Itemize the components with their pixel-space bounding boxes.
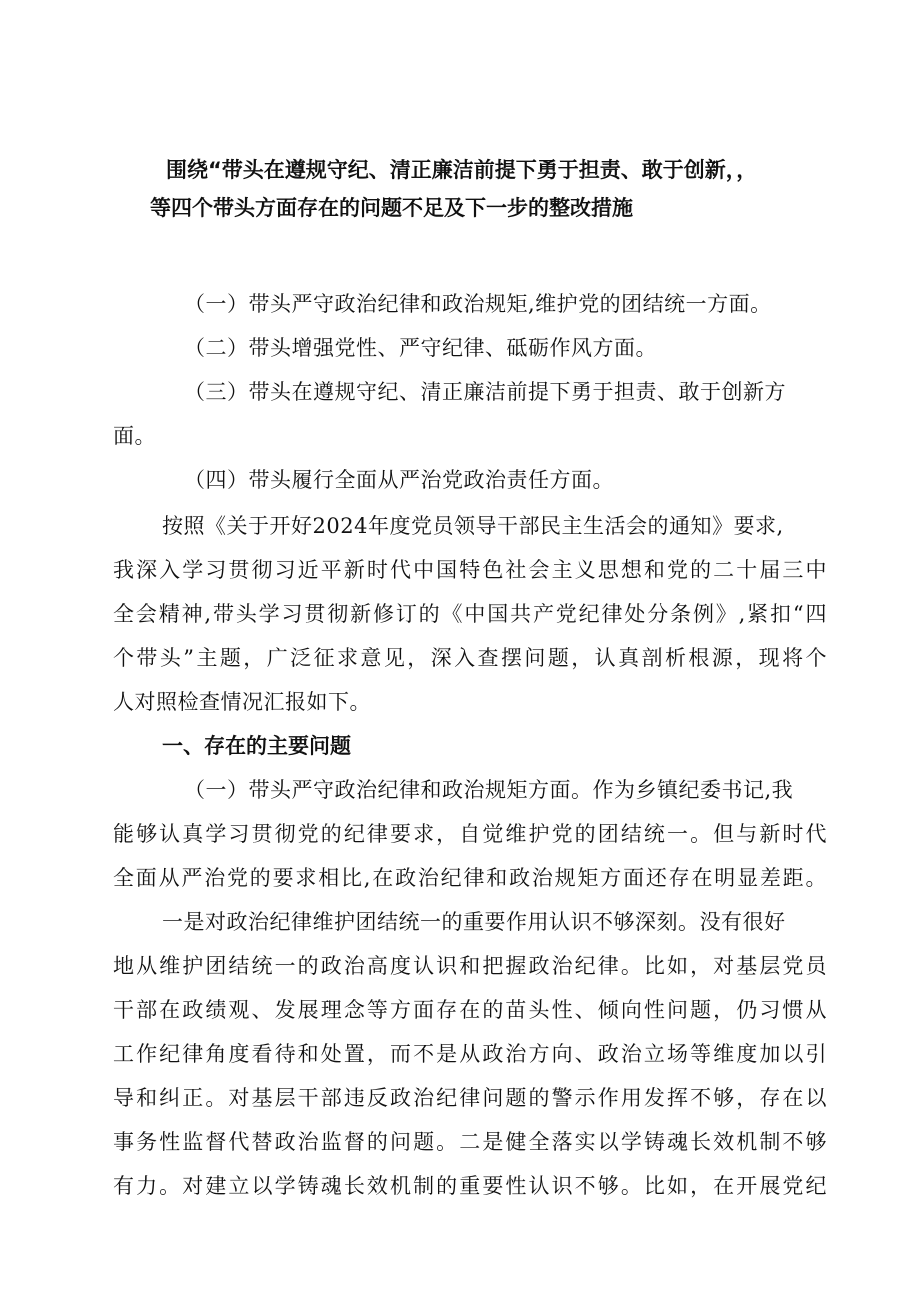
paragraph-line: 有力。对建立以学铸魂长效机制的重要性认识不够。比如，在开展党纪 xyxy=(113,1174,827,1198)
paragraph-line: 能够认真学习贯彻党的纪律要求，自觉维护党的团结统一。但与新时代 xyxy=(113,822,827,846)
paragraph-line: 工作纪律角度看待和处置，而不是从政治方向、政治立场等维度加以引 xyxy=(113,1042,827,1066)
paragraph-line: 我深入学习贯彻习近平新时代中国特色社会主义思想和党的二十届三中 xyxy=(113,558,827,582)
list-item: （二）带头增强党性、严守纪律、砥砺作风方面。 xyxy=(184,336,657,360)
paragraph-line: 事务性监督代替政治监督的问题。二是健全落实以学铸魂长效机制不够 xyxy=(113,1130,827,1154)
list-item: （一）带头严守政治纪律和政治规矩,维护党的团结统一方面。 xyxy=(184,292,772,316)
paragraph-line: （一）带头严守政治纪律和政治规矩方面。作为乡镇纪委书记,我 xyxy=(184,778,794,802)
paragraph-line: 全会精神,带头学习贯彻新修订的《中国共产党纪律处分条例》,紧扣“四 xyxy=(113,602,827,626)
document-title-line-1: 围绕“带头在遵规守纪、清正廉洁前提下勇于担责、敢于创新，， xyxy=(166,158,758,182)
list-item: （三）带头在遵规守纪、清正廉洁前提下勇于担责、敢于创新方 xyxy=(184,380,786,404)
paragraph-line: 导和纠正。对基层干部违反政治纪律问题的警示作用发挥不够，存在以 xyxy=(113,1086,827,1110)
paragraph-line: 人对照检查情况汇报如下。 xyxy=(113,690,371,714)
paragraph-line: 全面从严治党的要求相比,在政治纪律和政治规矩方面还存在明显差距。 xyxy=(113,866,827,890)
paragraph-line: 一是对政治纪律维护团结统一的重要作用认识不够深刻。没有很好 xyxy=(162,910,786,934)
list-item-continuation: 面。 xyxy=(113,424,156,448)
paragraph-line: 地从维护团结统一的政治高度认识和把握政治纪律。比如，对基层党员 xyxy=(113,954,827,978)
paragraph-line: 个带头”主题，广泛征求意见，深入查摆问题，认真剖析根源，现将个 xyxy=(113,646,827,670)
paragraph-line: 干部在政绩观、发展理念等方面存在的苗头性、倾向性问题，仍习惯从 xyxy=(113,998,827,1022)
list-item: （四）带头履行全面从严治党政治责任方面。 xyxy=(184,468,614,492)
paragraph-line: 按照《关于开好2024年度党员领导干部民主生活会的通知》要求, xyxy=(162,514,784,538)
section-heading: 一、存在的主要问题 xyxy=(162,734,351,758)
document-title-line-2: 等四个带头方面存在的问题不足及下一步的整改措施 xyxy=(150,196,633,220)
